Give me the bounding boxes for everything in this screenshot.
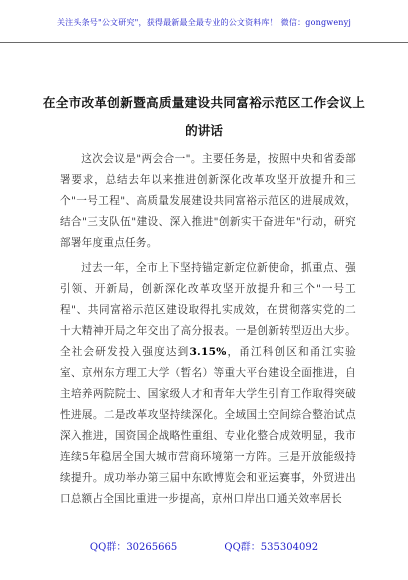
document-title-continued: 的讲话 xyxy=(185,123,223,138)
footer-qq-group-left: QQ群：30265665 xyxy=(89,542,178,553)
page-header xyxy=(0,0,408,43)
header-notice: 关注头条号"公文研究"，获得最新最全最专业的公文资料库！ 微信：gongwenyj xyxy=(56,18,352,27)
paragraph-2 xyxy=(60,258,356,510)
page-footer xyxy=(0,538,408,554)
document-title: 在全市改革创新暨高质量建设共同富裕示范区工作会议上 xyxy=(42,95,366,110)
paragraph-2-part-1: 过去一年，全市上下坚持锚定新定位新使命，抓重点、强引领、开新局，创新深化改革攻坚开放提升和三个"一号工程"、共同富裕示范区建设取得扎实成效，在贯彻落实党的二十大精神开局之年交出了高分报表。一是创新转型迈出大步。全社会研发投入强度达到 xyxy=(60,262,356,358)
document-body xyxy=(60,149,356,514)
paragraph-2-part-2: ，甬江科创区和甬江实验室、京州东方理工大学（暂名）等重大平台建设全面推进，自主培养两院院士、国家级人才和青年大学生引育工作取得突破性进展。二是改革攻坚持续深化。全域国土空间综合整治试点深入推进，国资国企战略性重组、专业化整合成效明显，我市连续5年稳居全国大城市营商环境第一方阵。三是开放能级持续提升。成功举办第三届中东欧博览会和亚运赛事，外贸进出口总额占全国比重进一步提高，京州口岸出口通关效率居长 xyxy=(60,346,356,505)
paragraph-1: 这次会议是"两会合一"。主要任务是，按照中央和省委部署要求，总结去年以来推进创新深化改革攻坚开放提升和三个"一号工程"、高质量发展建设共同富裕示范区的进展成效，结合"三支队伍"建设、深入推进"创新实干奋进年"行动，研究部署年度重点任务。 xyxy=(60,153,356,249)
paragraph-2-bold-figure: 3.15% xyxy=(189,346,227,358)
footer-qq-group-right: QQ群：535304092 xyxy=(224,542,319,553)
